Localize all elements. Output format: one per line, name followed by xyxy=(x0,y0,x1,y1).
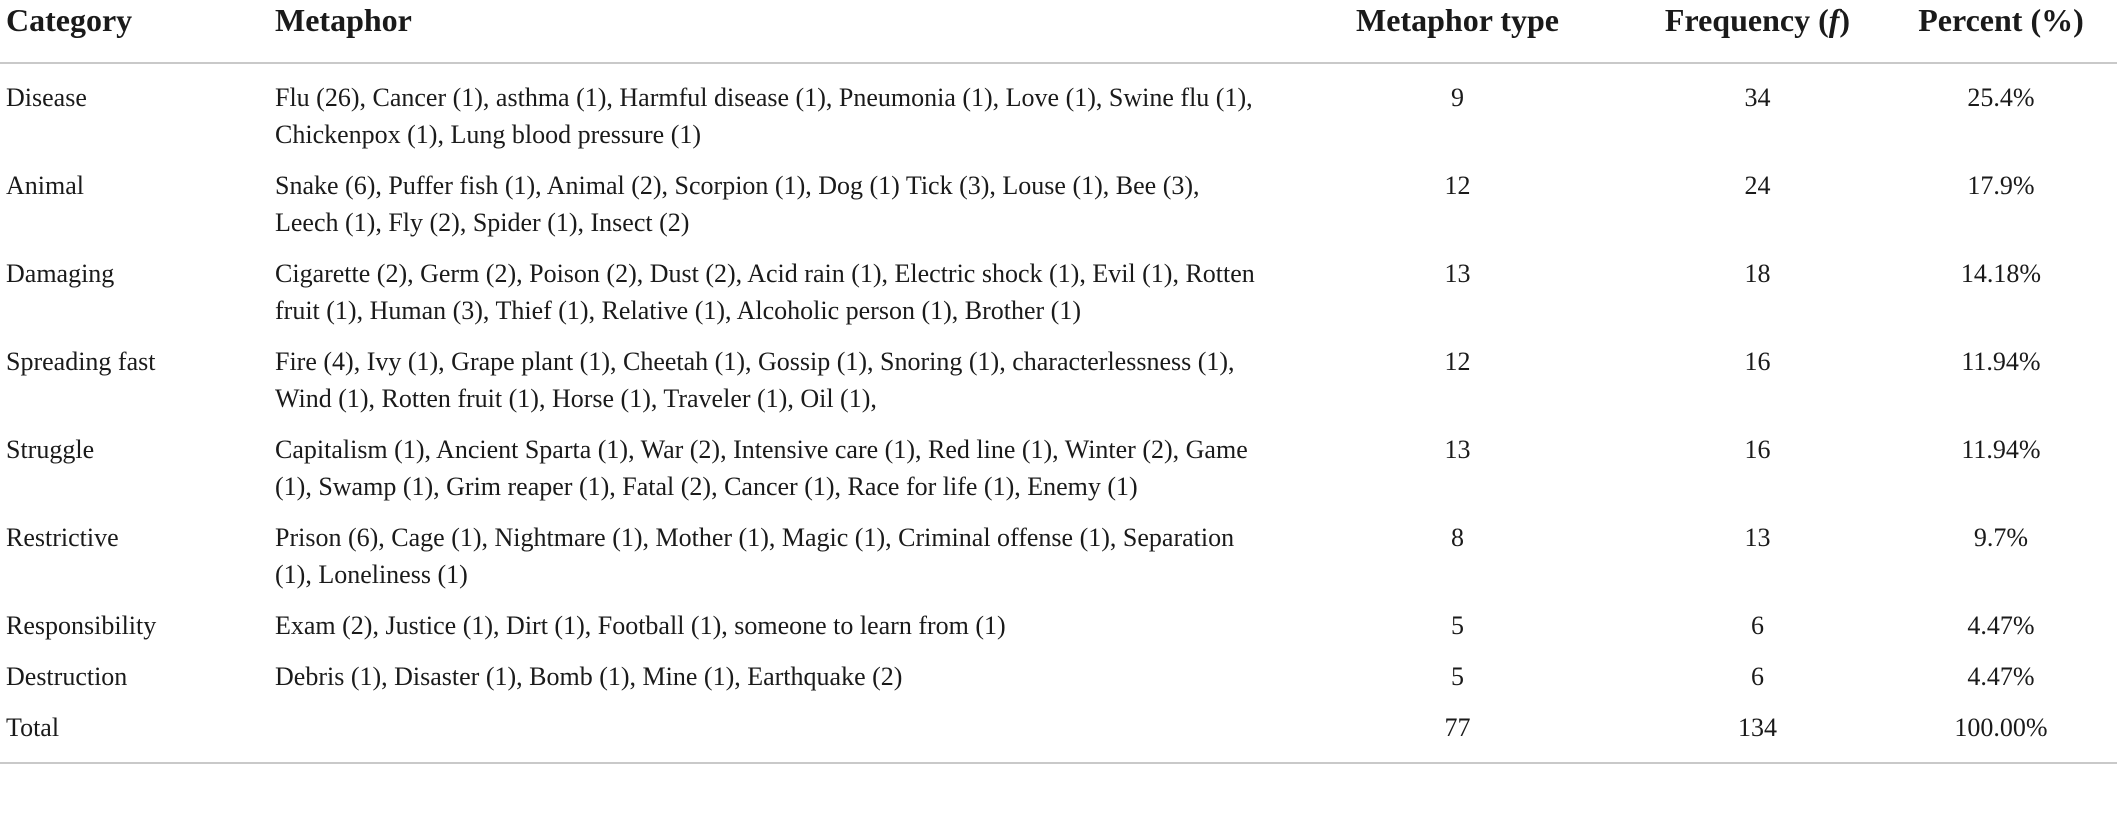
header-category: Category xyxy=(0,0,275,63)
metaphor-type-cell: 12 xyxy=(1444,347,1471,376)
frequency-cell: 6 xyxy=(1751,611,1764,640)
percent-cell: 25.4% xyxy=(1967,83,2035,112)
percent-cell: 14.18% xyxy=(1960,259,2042,288)
percent-cell: 4.47% xyxy=(1967,611,2035,640)
metaphor-type-cell: 5 xyxy=(1451,611,1464,640)
metaphor-type-cell: 8 xyxy=(1451,523,1464,552)
header-frequency-suffix: ) xyxy=(1839,2,1851,38)
metaphor-cell: Fire (4), Ivy (1), Grape plant (1), Cheetah (1), Gossip (1), Snoring (1), characterlessness (1), Wind (1), Rotten fruit (1), Horse (1), Traveler (1), Oil (1), xyxy=(275,347,1235,413)
header-frequency-prefix: Frequency ( xyxy=(1664,2,1829,38)
category-cell: Responsibility xyxy=(6,611,157,640)
total-metaphor-type-cell: 77 xyxy=(1285,709,1630,763)
metaphor-cell: Flu (26), Cancer (1), asthma (1), Harmful disease (1), Pneumonia (1), Love (1), Swine flu (1), Chickenpox (1), Lung blood pressure (1) xyxy=(275,83,1253,149)
frequency-cell: 24 xyxy=(1744,171,1771,200)
frequency-cell: 13 xyxy=(1744,523,1771,552)
table-row xyxy=(0,431,2117,519)
table-row xyxy=(0,607,2117,658)
table-header xyxy=(0,0,2117,63)
metaphor-cell: Cigarette (2), Germ (2), Poison (2), Dust (2), Acid rain (1), Electric shock (1), Evil (1), Rotten fruit (1), Human (3), Thief (1), Relative (1), Alcoholic person (1), Brother (1) xyxy=(275,259,1255,325)
table-row xyxy=(0,255,2117,343)
frequency-cell: 16 xyxy=(1744,347,1771,376)
category-cell: Struggle xyxy=(6,435,95,464)
percent-cell: 11.94% xyxy=(1961,435,2041,464)
header-frequency-symbol: f xyxy=(1828,2,1840,38)
total-metaphor-cell xyxy=(275,709,1285,763)
category-cell: Destruction xyxy=(6,662,128,691)
table-row xyxy=(0,63,2117,167)
metaphor-type-cell: 13 xyxy=(1444,259,1471,288)
category-cell: Disease xyxy=(6,83,87,112)
total-frequency-cell: 134 xyxy=(1630,709,1885,763)
table-body xyxy=(0,63,2117,763)
header-metaphor: Metaphor xyxy=(275,0,1285,63)
percent-cell: 4.47% xyxy=(1967,662,2035,691)
header-frequency xyxy=(1630,0,1885,63)
frequency-cell: 34 xyxy=(1744,83,1771,112)
metaphor-cell: Prison (6), Cage (1), Nightmare (1), Mother (1), Magic (1), Criminal offense (1), Separation (1), Loneliness (1) xyxy=(275,523,1235,589)
metaphor-type-cell: 12 xyxy=(1444,171,1471,200)
total-label-cell: Total xyxy=(0,709,275,763)
total-row xyxy=(0,709,2117,763)
total-percent-cell: 100.00% xyxy=(1885,709,2117,763)
table-row xyxy=(0,519,2117,607)
table-row xyxy=(0,343,2117,431)
category-cell: Restrictive xyxy=(6,523,119,552)
category-cell: Animal xyxy=(6,171,84,200)
metaphor-cell: Exam (2), Justice (1), Dirt (1), Football (1), someone to learn from (1) xyxy=(275,611,1006,640)
percent-cell: 17.9% xyxy=(1967,171,2035,200)
frequency-cell: 16 xyxy=(1744,435,1771,464)
header-percent: Percent (%) xyxy=(1885,0,2117,63)
percent-cell: 11.94% xyxy=(1961,347,2041,376)
metaphor-type-cell: 5 xyxy=(1451,662,1464,691)
frequency-cell: 6 xyxy=(1751,662,1764,691)
table-row xyxy=(0,167,2117,255)
category-cell: Damaging xyxy=(6,259,115,288)
category-cell: Spreading fast xyxy=(6,347,156,376)
metaphor-cell: Snake (6), Puffer fish (1), Animal (2), Scorpion (1), Dog (1) Tick (3), Louse (1), Bee (3), Leech (1), Fly (2), Spider (1), Insect (2) xyxy=(275,171,1200,237)
metaphor-type-cell: 9 xyxy=(1451,83,1464,112)
header-row xyxy=(0,0,2117,63)
percent-cell: 9.7% xyxy=(1973,523,2029,552)
metaphor-cell: Capitalism (1), Ancient Sparta (1), War (2), Intensive care (1), Red line (1), Winter (2), Game (1), Swamp (1), Grim reaper (1), Fatal (2), Cancer (1), Race for life (1), Enemy (1) xyxy=(275,435,1248,501)
frequency-cell: 18 xyxy=(1744,259,1771,288)
table-row xyxy=(0,658,2117,709)
metaphor-cell: Debris (1), Disaster (1), Bomb (1), Mine (1), Earthquake (2) xyxy=(275,662,903,691)
metaphor-type-cell: 13 xyxy=(1444,435,1471,464)
header-metaphor-type: Metaphor type xyxy=(1285,0,1630,63)
